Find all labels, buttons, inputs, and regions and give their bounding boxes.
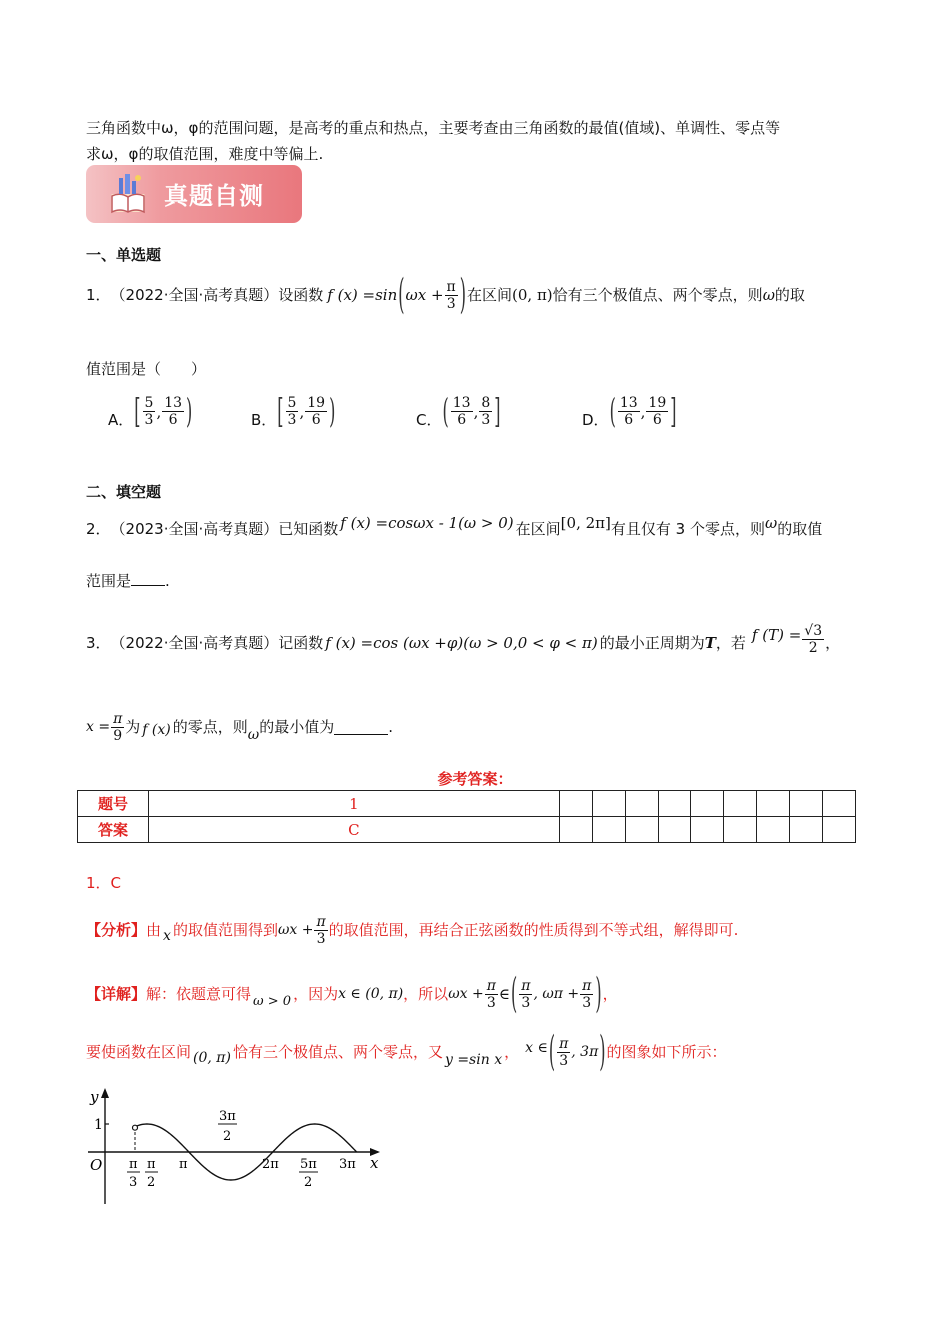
x-tick-5pi-over-2-num: 5π: [300, 1157, 317, 1172]
question-2-text-d: 的取值: [777, 520, 823, 538]
section-banner: [86, 165, 302, 223]
question-2-source: （2023·全国·高考真题）: [110, 520, 279, 538]
solution-line-3-text-b: 恰有三个极值点、两个零点，又: [232, 1043, 443, 1061]
fraction-numerator: 13: [452, 395, 471, 411]
fraction-numerator: 8: [481, 395, 491, 411]
fraction-numerator: π: [582, 977, 592, 994]
question-1-number: 1．: [86, 286, 111, 304]
question-1-pi-over-3: [445, 279, 458, 312]
option-d-lower-bound: [618, 395, 640, 428]
question-1-text-a: 设函数: [278, 286, 324, 304]
detail-upper-pi-over-3: [580, 978, 593, 1011]
table-row-header: 题号: [78, 791, 149, 817]
table-cell: [823, 791, 856, 817]
bracket-right: ]: [670, 390, 677, 431]
fraction-denominator: 3: [521, 994, 531, 1011]
question-1-omega: ω: [762, 286, 775, 304]
solution-line-3-text-c: ，: [504, 1043, 520, 1061]
bracket-right: ): [186, 390, 193, 431]
table-cell: [823, 817, 856, 843]
table-cell: [559, 791, 592, 817]
question-3-period-T: T: [704, 634, 716, 652]
fraction-denominator: 6: [652, 412, 662, 428]
solution-interval: (0, π): [193, 1050, 231, 1066]
detail-text-d: ，: [602, 985, 618, 1003]
question-3-number: 3．: [86, 634, 111, 652]
question-3-source: （2022·全国·高考真题）: [110, 634, 279, 652]
bracket-left: (: [609, 390, 616, 431]
x-tick-3pi-over-2-den: 2: [223, 1129, 232, 1144]
table-cell: [592, 791, 625, 817]
question-3-line-1: [86, 622, 840, 664]
table-cell: [757, 817, 790, 843]
option-comma: ,: [640, 402, 646, 421]
option-comma: ,: [156, 402, 162, 421]
bracket-left: [: [277, 390, 284, 431]
table-cell: [658, 817, 691, 843]
solution-analysis: [86, 908, 738, 952]
fraction-denominator: 3: [144, 412, 154, 428]
option-c-lower-bound: [451, 395, 473, 428]
solution-line-3: [86, 1026, 727, 1076]
fraction-numerator: 19: [307, 395, 326, 411]
x-tick-3pi: 3π: [339, 1157, 356, 1172]
detail-text-c: ，所以: [403, 985, 449, 1003]
question-2-number: 2．: [86, 520, 111, 538]
paren-left: (: [398, 269, 405, 319]
option-b-upper-bound: [305, 395, 327, 428]
paren-right: ): [595, 968, 602, 1018]
fraction-denominator: 6: [624, 412, 634, 428]
question-3-text-b: 的最小正周期为: [599, 634, 705, 652]
option-c[interactable]: [416, 390, 502, 431]
question-3-function: f (x) =cos (ωx +φ)(ω > 0,0 < φ < π): [325, 634, 598, 652]
analysis-text-b: 的取值范围得到: [172, 921, 278, 939]
solution-line-3-text-a: 要使函数在区间: [86, 1043, 192, 1061]
option-b-label: B．: [251, 411, 277, 429]
table-cell: [724, 791, 757, 817]
solution-line-3-text-d: 的图象如下所示：: [606, 1043, 727, 1061]
question-3-omega: ω: [247, 727, 260, 743]
question-1-text-b: 在区间: [467, 286, 513, 304]
option-b[interactable]: [251, 390, 336, 431]
option-a-lower-bound: [143, 395, 156, 428]
answer-table: [77, 790, 856, 843]
table-row: [78, 791, 856, 817]
section-heading-single-choice: 一、单选题: [86, 246, 162, 264]
fraction-denominator: 2: [808, 639, 818, 656]
fraction-denominator: 3: [316, 930, 326, 947]
solution-head: 1．C: [86, 874, 122, 892]
x-tick-2pi: 2π: [262, 1157, 279, 1172]
fraction-numerator: π: [559, 1035, 569, 1052]
option-d-upper-bound: [646, 395, 668, 428]
solution-pi-over-3: [557, 1036, 570, 1069]
bracket-right: ]: [494, 390, 501, 431]
solution-detail: [86, 968, 618, 1018]
comma: ，: [825, 634, 841, 652]
table-cell: [691, 817, 724, 843]
answer-table-title: 参考答案：: [437, 770, 513, 788]
question-2-line-2: [86, 570, 170, 592]
fraction-numerator: π: [521, 977, 531, 994]
option-comma: ,: [299, 402, 305, 421]
question-1-func-lhs: f (x) =sin: [327, 286, 398, 304]
fraction-numerator: π: [486, 977, 496, 994]
answer-blank[interactable]: [334, 720, 388, 735]
option-a[interactable]: [108, 390, 193, 431]
detail-lower-pi-over-3: [519, 978, 532, 1011]
bracket-left: [: [134, 390, 141, 431]
option-d[interactable]: [582, 390, 678, 431]
fraction-denominator: 3: [481, 412, 491, 428]
question-2-function: f (x) =cosωx - 1(ω > 0): [340, 514, 514, 532]
detail-tag: 【详解】: [86, 985, 147, 1003]
question-3-x-equals: x =: [86, 719, 111, 735]
period: .: [388, 718, 393, 736]
question-1-line-2: 值范围是（ ）: [86, 360, 207, 378]
analysis-wx-plus: ωx +: [277, 922, 314, 938]
question-1-line-1: [86, 270, 805, 320]
question-3-f-of-x: f (x): [142, 722, 171, 738]
element-of-symbol: ∈: [498, 985, 510, 1003]
x-axis-label: x: [370, 1154, 379, 1172]
fraction-numerator: 5: [144, 395, 154, 411]
question-3-pi-over-9: [111, 711, 124, 744]
book-icon: [108, 172, 148, 216]
solution-three-pi: , 3π: [571, 1044, 599, 1060]
analysis-text-c: 的取值范围，再结合正弦函数的性质得到不等式组，解得即可.: [328, 921, 739, 939]
table-cell: [691, 791, 724, 817]
detail-text-b: ，因为: [293, 985, 339, 1003]
table-cell: [559, 817, 592, 843]
table-cell: C: [149, 817, 560, 843]
table-cell: [757, 791, 790, 817]
open-endpoint: [133, 1125, 138, 1130]
fraction-numerator: 13: [619, 395, 638, 411]
question-2-interval: [0, 2π]: [560, 514, 611, 532]
table-row-header: 答案: [78, 817, 149, 843]
question-3-sqrt3-over-2: [802, 623, 824, 656]
detail-x-in-interval: x ∈ (0, π): [338, 986, 404, 1002]
table-cell: [724, 817, 757, 843]
detail-omega-positive: ω > 0: [253, 994, 292, 1009]
detail-text-a: 解：依题意可得: [146, 985, 252, 1003]
table-cell: [625, 791, 658, 817]
question-2-text-b: 在区间: [515, 520, 561, 538]
question-2-text-c: 有且仅有 3 个零点，则: [610, 520, 765, 538]
question-1-func-arg: ωx +: [405, 286, 444, 304]
question-2-line-1: [86, 508, 822, 550]
period: .: [165, 572, 170, 590]
y-tick-label-1: 1: [94, 1117, 103, 1133]
fraction-numerator: π: [113, 710, 123, 727]
x-tick-pi: π: [179, 1157, 188, 1172]
detail-pi-over-3: [485, 978, 498, 1011]
y-axis-arrow: [101, 1088, 109, 1098]
question-3-text-c: ，若: [715, 634, 746, 652]
question-1-interval: (0, π): [512, 286, 553, 304]
sine-graph: [80, 1082, 390, 1212]
table-cell: [658, 791, 691, 817]
question-1-text-d: 的取: [774, 286, 805, 304]
fraction-denominator: 3: [287, 412, 297, 428]
analysis-tag: 【分析】: [86, 921, 147, 939]
detail-omega-pi-plus: , ωπ +: [533, 986, 580, 1002]
fraction-numerator: π: [316, 913, 326, 930]
table-cell: [790, 791, 823, 817]
question-3-text-d: 为: [125, 718, 141, 736]
y-axis-label: y: [90, 1088, 99, 1106]
solution-x-in: x ∈: [525, 1040, 548, 1056]
question-2-line-2-text: 范围是: [86, 572, 132, 590]
fraction-denominator: 3: [582, 994, 592, 1011]
question-3-f-of-T: f (T) =: [751, 626, 802, 644]
detail-wx-plus: ωx +: [448, 986, 484, 1002]
option-comma: ,: [473, 402, 479, 421]
paren-right: ): [599, 1026, 606, 1076]
analysis-x: x: [163, 928, 171, 944]
fraction-denominator: 9: [113, 727, 123, 744]
fraction-denominator: 6: [457, 412, 467, 428]
fraction-denominator: 3: [559, 1052, 569, 1069]
question-1-source: （2022·全国·高考真题）: [110, 286, 279, 304]
x-tick-pi-over-3-num: π: [129, 1157, 138, 1172]
question-3-text-f: 的最小值为: [259, 718, 335, 736]
x-tick-3pi-over-2-num: 3π: [219, 1109, 236, 1124]
question-2-text-a: 已知函数: [278, 520, 339, 538]
question-3-line-2: [86, 705, 393, 749]
fraction-numerator: π: [446, 278, 456, 295]
fraction-numerator: 13: [164, 395, 183, 411]
paren-left: (: [548, 1026, 556, 1076]
question-1-text-c: 恰有三个极值点、两个零点，则: [552, 286, 763, 304]
paren-right: ): [459, 269, 466, 319]
x-tick-pi-over-2-den: 2: [147, 1175, 156, 1190]
fraction-denominator: 6: [168, 412, 178, 428]
fraction-denominator: 6: [311, 412, 321, 428]
question-3-text-e: 的零点，则: [172, 718, 248, 736]
bracket-right: ): [329, 390, 336, 431]
answer-blank[interactable]: [131, 571, 165, 586]
table-row: [78, 817, 856, 843]
option-c-upper-bound: [479, 395, 492, 428]
table-cell: [790, 817, 823, 843]
origin-label: O: [90, 1156, 103, 1174]
intro-line-1: 三角函数中ω，φ的范围问题，是高考的重点和热点，主要考查由三角函数的最值(值域)、单调性、零点等: [86, 119, 781, 137]
table-cell: [592, 817, 625, 843]
fraction-numerator: 19: [648, 395, 667, 411]
table-cell: [625, 817, 658, 843]
section-heading-fill-in: 二、填空题: [86, 483, 162, 501]
fraction-numerator: √3: [804, 622, 823, 639]
option-c-label: C．: [416, 411, 442, 429]
fraction-numerator: 5: [287, 395, 297, 411]
solution-y-sin-x: y =sin x: [444, 1052, 503, 1068]
analysis-text-a: 由: [146, 921, 162, 939]
question-3-text-a: 记函数: [278, 634, 324, 652]
intro-line-2: 求ω，φ的取值范围，难度中等偏上.: [86, 145, 324, 163]
question-2-omega: ω: [764, 514, 778, 532]
analysis-pi-over-3: [314, 914, 327, 947]
x-tick-pi-over-3-den: 3: [129, 1175, 138, 1190]
option-b-lower-bound: [286, 395, 299, 428]
option-a-label: A．: [108, 411, 134, 429]
banner-title: 真题自测: [164, 182, 264, 210]
bracket-left: (: [442, 390, 449, 431]
option-a-upper-bound: [162, 395, 184, 428]
paren-left: (: [511, 968, 518, 1018]
fraction-denominator: 3: [446, 295, 456, 312]
option-d-label: D．: [582, 411, 609, 429]
table-cell: 1: [149, 791, 560, 817]
x-tick-pi-over-2-num: π: [147, 1157, 156, 1172]
x-tick-5pi-over-2-den: 2: [304, 1175, 313, 1190]
fraction-denominator: 3: [486, 994, 496, 1011]
